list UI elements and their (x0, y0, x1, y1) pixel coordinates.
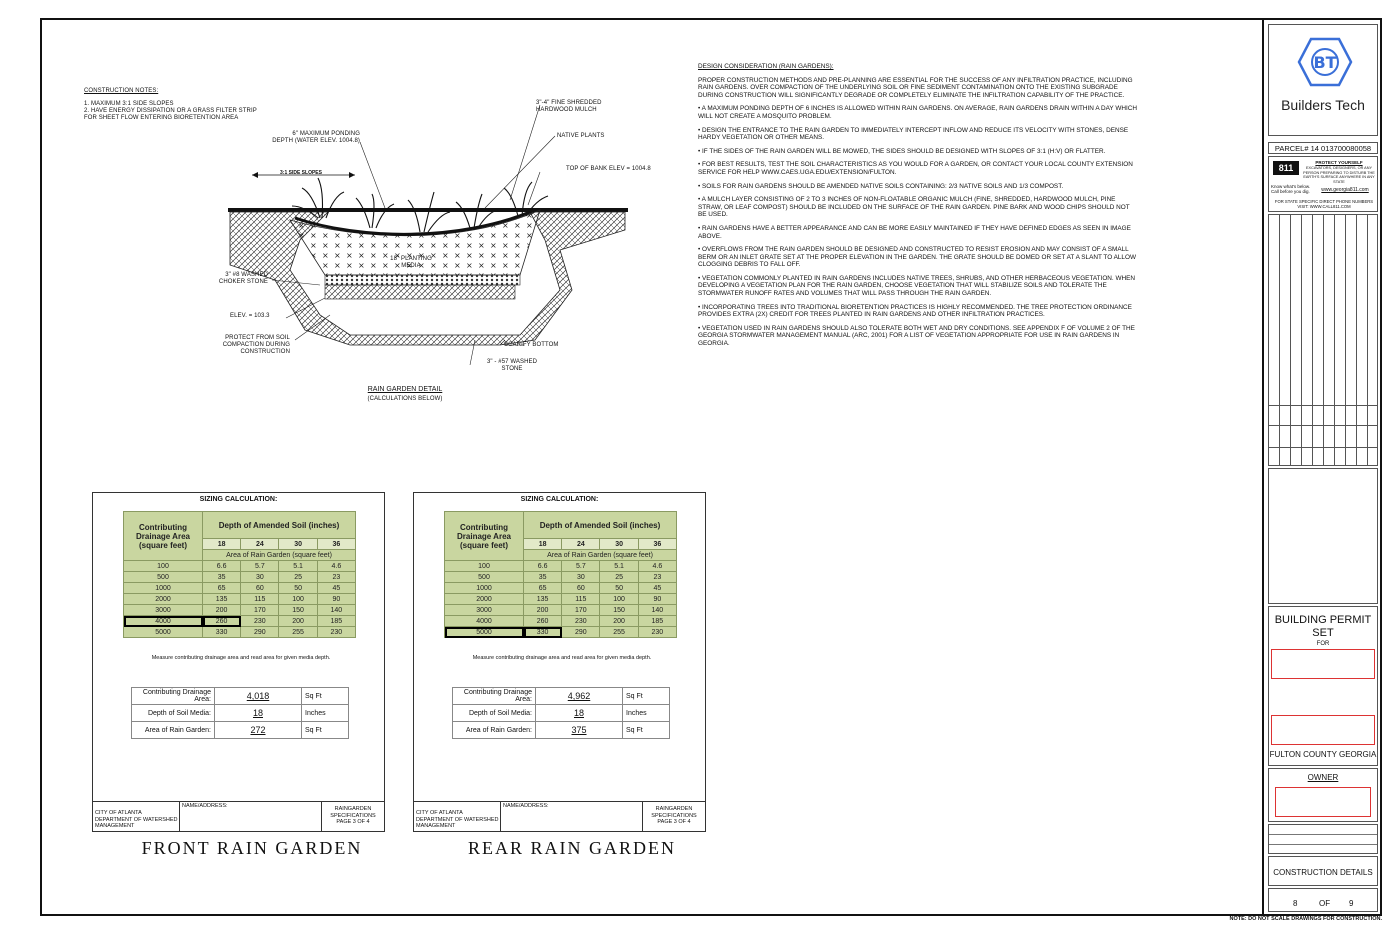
sizing-table (123, 511, 356, 638)
parcel-number: PARCEL# 14 013700080058 (1268, 142, 1378, 154)
footer-name: NAME/ADDRESS: (182, 803, 228, 809)
rear-drainage-value: 4,962 (536, 688, 623, 705)
cell: 50 (279, 583, 317, 594)
sheet-title: CONSTRUCTION DETAILS (1273, 868, 1373, 877)
table-row (124, 561, 356, 572)
call-811-icon: 811 (1273, 161, 1299, 175)
cell: 230 (317, 627, 355, 638)
sizing-title: SIZING CALCULATION: (520, 496, 599, 503)
table-row (124, 594, 356, 605)
label-elevation: ELEV. = 103.3 (230, 313, 270, 319)
table-row (124, 572, 356, 583)
blank-stamp-box (1268, 468, 1378, 604)
sizing-title: SIZING CALCULATION: (199, 496, 278, 503)
cell: 30 (562, 572, 600, 583)
title-block-divider (1262, 18, 1264, 916)
depth-18: 18 (524, 539, 562, 550)
label-choker-stone: 3" #8 WASHED CHOKER STONE (218, 272, 268, 285)
depth-36: 36 (638, 539, 676, 550)
label-side-slopes: 3:1 SIDE SLOPES (280, 170, 322, 176)
table-row (445, 605, 677, 616)
label-mulch: 3"-4" FINE SHREDDED HARDWOOD MULCH (536, 100, 602, 113)
cell: 135 (203, 594, 241, 605)
area-header: Area of Rain Garden (square feet) (203, 550, 356, 561)
cell: 23 (638, 572, 676, 583)
ground-line (228, 208, 628, 212)
label-native-plants: NATIVE PLANTS (557, 133, 605, 139)
cell: 100 (279, 594, 317, 605)
col-header-depth: Depth of Amended Soil (inches) (524, 512, 677, 539)
detail-subtitle: (CALCULATIONS BELOW) (367, 396, 443, 402)
detail-title: RAIN GARDEN DETAIL (367, 386, 443, 393)
row-area: 100 (445, 561, 524, 572)
cell: 115 (562, 594, 600, 605)
footer-name: NAME/ADDRESS: (503, 803, 549, 809)
county-name: FULTON COUNTY GEORGIA (1269, 750, 1377, 759)
label-planting-media: 18" PLANTING MEDIA (390, 256, 432, 269)
cell: 260 (524, 616, 562, 627)
sheet-total: 9 (1349, 899, 1354, 908)
cell: 170 (562, 605, 600, 616)
cell: 330 (203, 627, 241, 638)
logo-letters: BT (1313, 53, 1337, 72)
depth-18: 18 (203, 539, 241, 550)
table-row (124, 627, 356, 638)
row-area: 3000 (124, 605, 203, 616)
row-area: 2000 (124, 594, 203, 605)
panel-footer (93, 801, 384, 832)
cell: 5.7 (241, 561, 279, 572)
design-paragraph: • OVERFLOWS FROM THE RAIN GARDEN SHOULD BE DESIGNED AND CONSTRUCTED TO RESIST EROSION AND MAY CONSIST OF A SMALL BERM OR AN INLET GRATE SET AT THE PROPER ELEVATION IN THE GARDEN. THE GRATE SHOULD BE DOMED OR SET AT A SLANT TO ALLOW CLOGGING DEBRIS TO FALL OFF. (698, 246, 1136, 269)
footer-spec: RAINGARDEN SPECIFICATIONS PAGE 3 OF 4 (330, 806, 376, 825)
table-row (445, 583, 677, 594)
cell: 200 (600, 616, 638, 627)
label-protect: PROTECT FROM SOIL COMPACTION DURING CONSTRUCTION (222, 335, 290, 355)
calc-label-area: Area of Rain Garden: (453, 722, 536, 739)
design-paragraph: • RAIN GARDENS HAVE A BETTER APPEARANCE AND CAN BE MORE EASILY MAINTAINED IF THEY HAVE DEFINED EDGES AS SEEN IN IMAGE ABOVE. (698, 224, 1131, 240)
row-area: 4000 (445, 616, 524, 627)
cell: 200 (203, 605, 241, 616)
table-row (445, 616, 677, 627)
table-row (445, 561, 677, 572)
front-calc-table (131, 687, 349, 739)
table-row (445, 594, 677, 605)
cell: 4.6 (638, 561, 676, 572)
table-row (124, 605, 356, 616)
project-address-box (1271, 715, 1375, 745)
design-paragraph: • DESIGN THE ENTRANCE TO THE RAIN GARDEN TO IMMEDIATELY INTERCEPT INFLOW AND REDUCE ITS VELOCITY WITH STONES, DENSE HARDY VEGETATION OR OTHER MEANS. (698, 126, 1129, 142)
cell: 5.1 (600, 561, 638, 572)
depth-30: 30 (600, 539, 638, 550)
cell: 150 (279, 605, 317, 616)
permit-block (1268, 606, 1378, 766)
drawing-info-block (1268, 824, 1378, 854)
cell: 140 (317, 605, 355, 616)
cell: 255 (279, 627, 317, 638)
row-area: 100 (124, 561, 203, 572)
cell: 185 (638, 616, 676, 627)
know-whats-below: Know what's below. Call before you dig. (1271, 184, 1311, 194)
revision-block (1268, 214, 1378, 466)
call-811-box (1268, 156, 1378, 212)
calc-label-drainage: Contributing Drainage Area: (132, 688, 215, 705)
row-area-highlighted: 4000 (124, 616, 203, 627)
design-paragraph: • VEGETATION COMMONLY PLANTED IN RAIN GARDENS INCLUDES NATIVE TREES, SHRUBS, AND OTHER HERBACEOUS VEGETATION. WHEN DEVELOPING A VEGETATION PLAN FOR THE RAIN GARDEN, CHOOSE VEGETATION THAT WILL STABILIZE SOILS AND TOLERATE THE STORMWATER RUNOFF RATES AND VOLUMES THAT WILL PASS THROUGH THE RAIN GARDEN. (698, 274, 1135, 298)
row-area: 500 (124, 572, 203, 583)
cell: 115 (241, 594, 279, 605)
sheet-of: OF (1319, 899, 1331, 908)
cell: 290 (562, 627, 600, 638)
cell: 185 (317, 616, 355, 627)
cell: 5.1 (279, 561, 317, 572)
cell: 65 (524, 583, 562, 594)
table-row (445, 627, 677, 638)
no-scale-note: NOTE: DO NOT SCALE DRAWINGS FOR CONSTRUCTION. (1229, 916, 1382, 922)
cell: 140 (638, 605, 676, 616)
cell: 60 (562, 583, 600, 594)
design-paragraph: PROPER CONSTRUCTION METHODS AND PRE-PLANNING ARE ESSENTIAL FOR THE SUCCESS OF ANY INFILTRATION PRACTICE, INCLUDING RAIN GARDENS. OVER COMPACTION OF THE UNDERLYING SOIL OR FINE SEDIMENT CONTAMINATION ONTO THE EXISTING SUBGRADE DURING CONSTRUCTION WILL SIGNIFICANTLY DEGRADE OR COMPLETELY ELIMINATE THE INFILTRATION CAPABILITY OF THE PRACTICE. (698, 76, 1133, 99)
calc-label-depth: Depth of Soil Media: (132, 705, 215, 722)
row-area: 5000 (124, 627, 203, 638)
design-paragraph: • A MULCH LAYER CONSISTING OF 2 TO 3 INCHES OF NON-FLOATABLE ORGANIC MULCH (FINE, SHREDDED, HARDWOOD MULCH, PINE STRAW, OR LEAF COMPOST) SHOULD BE INCLUDED ON THE SURFACE OF THE RAIN GARDEN. PINE BARK AND WOOD CHIPS SHOULD NOT BE USED. (698, 196, 1130, 219)
sheet-title-block (1268, 856, 1378, 886)
panel-footer (414, 801, 705, 832)
cell: 230 (241, 616, 279, 627)
calc-label-depth: Depth of Soil Media: (453, 705, 536, 722)
col-header-drainage: Contributing Drainage Area (square feet) (124, 512, 203, 561)
col-header-depth: Depth of Amended Soil (inches) (203, 512, 356, 539)
rear-area-value: 375 (536, 722, 623, 739)
label-ponding: 6" MAXIMUM PONDING DEPTH (WATER ELEV. 1004.8) (272, 131, 360, 144)
row-area: 500 (445, 572, 524, 583)
georgia-811-link[interactable]: www.georgia811.com (1321, 187, 1369, 193)
cell: 35 (203, 572, 241, 583)
unit-sqft: Sq Ft (623, 722, 670, 739)
construction-note-2: 2. HAVE ENERGY DISSIPATION OR A GRASS FILTER STRIP FOR SHEET FLOW ENTERING BIORETENTION AREA (84, 108, 257, 121)
cell: 135 (524, 594, 562, 605)
design-paragraph: • FOR BEST RESULTS, TEST THE SOIL CHARACTERISTICS AS YOU WOULD FOR A GARDEN, OR CONTACT YOUR LOCAL COUNTY EXTENSION SERVICE FOR HELP WWW.CAES.UGA.EDU/EXTENSION/FULTON. (698, 161, 1133, 176)
rear-sizing-panel (413, 492, 706, 832)
cell: 100 (600, 594, 638, 605)
washed-stone (325, 285, 515, 299)
row-area-highlighted: 5000 (445, 627, 524, 638)
cell: 23 (317, 572, 355, 583)
rear-title: REAR RAIN GARDEN (467, 838, 676, 858)
rear-depth-value: 18 (536, 705, 623, 722)
table-row (124, 583, 356, 594)
design-consideration (698, 63, 1138, 354)
design-paragraph: • A MAXIMUM PONDING DEPTH OF 6 INCHES IS ALLOWED WITHIN RAIN GARDENS. ON AVERAGE, RAIN GARDENS DRAIN WITHIN A DAY WHICH WILL NOT CREATE A MOSQUITO PROBLEM. (698, 105, 1137, 120)
call-811-title: PROTECT YOURSELF (1315, 160, 1363, 165)
cell: 4.6 (317, 561, 355, 572)
unit-sqft: Sq Ft (302, 722, 349, 739)
unit-inches: Inches (302, 705, 349, 722)
cell: 6.6 (524, 561, 562, 572)
depth-30: 30 (279, 539, 317, 550)
footer-spec: RAINGARDEN SPECIFICATIONS PAGE 3 OF 4 (651, 806, 697, 825)
front-sizing-panel (92, 492, 385, 832)
cell: 30 (241, 572, 279, 583)
rear-calc-table (452, 687, 670, 739)
cell: 25 (600, 572, 638, 583)
footer-dept: CITY OF ATLANTA DEPARTMENT OF WATERSHED MANAGEMENT (416, 810, 499, 829)
label-washed-stone: 3" - #57 WASHED STONE (486, 359, 538, 372)
cell-highlighted: 260 (203, 616, 241, 627)
footer-dept: CITY OF ATLANTA DEPARTMENT OF WATERSHED MANAGEMENT (95, 810, 178, 829)
cell: 65 (203, 583, 241, 594)
cell: 35 (524, 572, 562, 583)
sheet-number: 8 (1293, 899, 1298, 908)
cell: 200 (524, 605, 562, 616)
design-paragraph: • SOILS FOR RAIN GARDENS SHOULD BE AMENDED NATIVE SOILS CONTAINING: 2/3 NATIVE SOILS AND 1/3 COMPOST. (698, 182, 1064, 190)
unit-inches: Inches (623, 705, 670, 722)
sizing-table (444, 511, 677, 638)
unit-sqft: Sq Ft (302, 688, 349, 705)
cell: 170 (241, 605, 279, 616)
depth-24: 24 (562, 539, 600, 550)
label-scarify: SCARIFY BOTTOM (504, 342, 559, 348)
row-area: 2000 (445, 594, 524, 605)
cell: 5.7 (562, 561, 600, 572)
row-area: 3000 (445, 605, 524, 616)
builders-tech-logo-icon (1297, 37, 1353, 87)
company-name: Builders Tech (1281, 97, 1365, 113)
owner-block (1268, 768, 1378, 822)
call-811-text: EXCAVATORS, DESIGNERS, OR ANY PERSON PREPARING TO DISTURB THE EARTH'S SURFACE ANYWHERE IN ANY STATE (1303, 166, 1375, 184)
cell: 90 (638, 594, 676, 605)
sheet-number-block (1268, 888, 1378, 912)
label-top-of-bank: TOP OF BANK ELEV = 1004.8 (566, 166, 651, 172)
cell: 230 (638, 627, 676, 638)
owner-label: OWNER (1307, 773, 1339, 782)
front-area-value: 272 (215, 722, 302, 739)
state-note: FOR STATE SPECIFIC DIRECT PHONE NUMBERS VISIT: WWW.CALL811.COM (1274, 199, 1374, 209)
front-depth-value: 18 (215, 705, 302, 722)
permit-title: BUILDING PERMIT SET (1274, 614, 1372, 639)
cell: 50 (600, 583, 638, 594)
cell: 150 (600, 605, 638, 616)
sizing-note: Measure contributing drainage area and read area for given media depth. (151, 655, 331, 661)
row-area: 1000 (124, 583, 203, 594)
cell: 255 (600, 627, 638, 638)
cell: 6.6 (203, 561, 241, 572)
cell: 200 (279, 616, 317, 627)
choker-stone (325, 275, 520, 285)
owner-box (1275, 787, 1371, 817)
design-heading: DESIGN CONSIDERATION (RAIN GARDENS): (698, 63, 834, 70)
cell: 45 (638, 583, 676, 594)
cell: 230 (562, 616, 600, 627)
construction-notes-heading: CONSTRUCTION NOTES: (84, 88, 159, 94)
front-drainage-value: 4,018 (215, 688, 302, 705)
design-paragraph: • VEGETATION USED IN RAIN GARDENS SHOULD ALSO TOLERATE BOTH WET AND DRY CONDITIONS. SEE APPENDIX F OF VOLUME 2 OF THE GEORGIA STORMWATER MANAGEMENT MANUAL (ARC, 2001) FOR A LIST OF VEGETATION APPROPRIATE FOR USE IN RAIN GARDENS IN GEORGIA. (698, 324, 1135, 348)
col-header-drainage: Contributing Drainage Area (square feet) (445, 512, 524, 561)
unit-sqft: Sq Ft (623, 688, 670, 705)
construction-note-1: 1. MAXIMUM 3:1 SIDE SLOPES (84, 101, 174, 107)
project-name-box (1271, 649, 1375, 679)
calc-label-drainage: Contributing Drainage Area: (453, 688, 536, 705)
permit-for: FOR (1316, 641, 1330, 647)
front-title: FRONT RAIN GARDEN (141, 838, 363, 858)
area-header: Area of Rain Garden (square feet) (524, 550, 677, 561)
depth-24: 24 (241, 539, 279, 550)
cell: 60 (241, 583, 279, 594)
table-row (445, 572, 677, 583)
depth-36: 36 (317, 539, 355, 550)
calc-label-area: Area of Rain Garden: (132, 722, 215, 739)
cell: 290 (241, 627, 279, 638)
cell: 25 (279, 572, 317, 583)
sizing-note: Measure contributing drainage area and read area for given media depth. (472, 655, 652, 661)
design-paragraph: • INCORPORATING TREES INTO TRADITIONAL BIORETENTION PRACTICES IS HIGHLY RECOMMENDED. THE TREE PROTECTION ORDINANCE PROVIDES EXTRA (2X) CREDIT FOR TREES PLANTED IN RAIN GARDENS AND OTHER INFILTRATION PRACTICES. (698, 303, 1132, 319)
cell: 90 (317, 594, 355, 605)
row-area: 1000 (445, 583, 524, 594)
logo-box (1268, 24, 1378, 136)
cell: 45 (317, 583, 355, 594)
design-paragraph: • IF THE SIDES OF THE RAIN GARDEN WILL BE MOWED, THE SIDES SHOULD BE DESIGNED WITH SLOPES OF 3:1 (H:V) OR FLATTER. (698, 147, 1106, 155)
cell-highlighted: 330 (524, 627, 562, 638)
table-row (124, 616, 356, 627)
